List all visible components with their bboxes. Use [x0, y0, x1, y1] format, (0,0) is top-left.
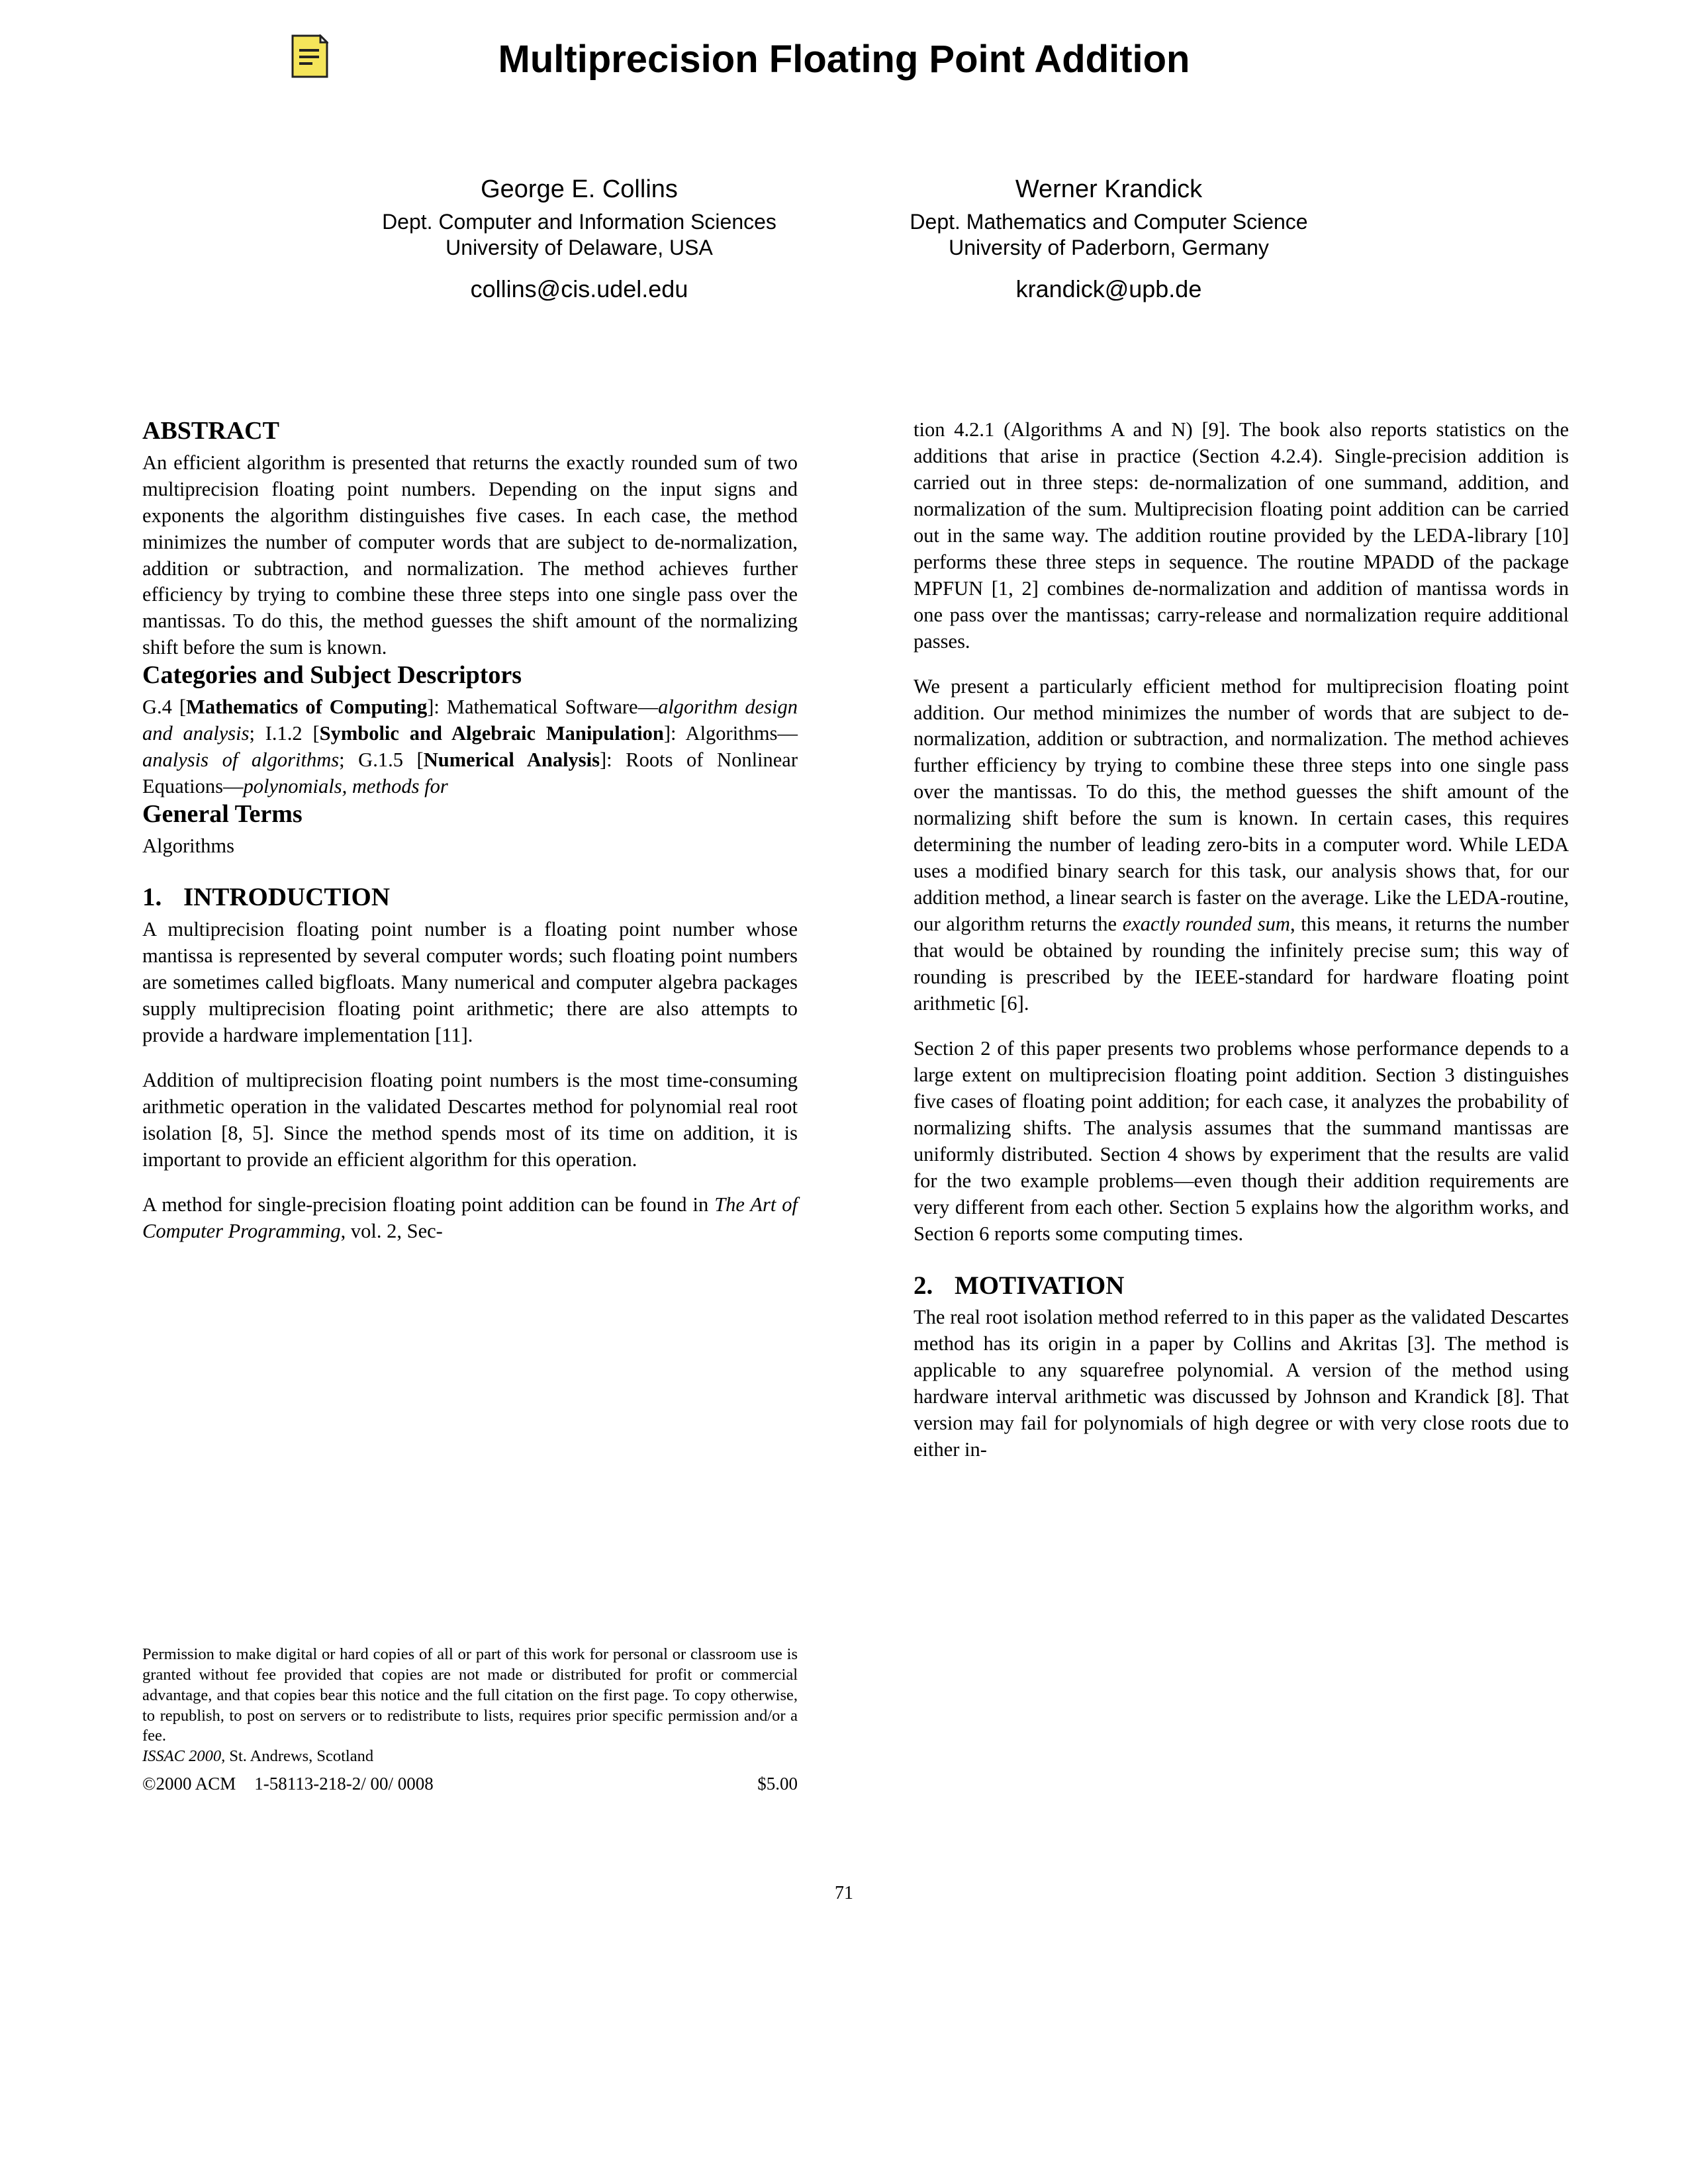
cat-italic3: polynomials, methods for [243, 774, 448, 797]
copyright-text: ©2000 ACM [142, 1774, 236, 1794]
copyright-line [142, 1772, 798, 1795]
title-block [0, 20, 1688, 81]
cat-part1: G.4 [ [142, 696, 187, 718]
right-paragraph-3: Section 2 of this paper presents two problems whose performance depends to a large extent on multiprecision floating point addition. Section 3 distinguishes five cases of floating point addition; for each case, it analyzes the probability of normalizing shifts. The analysis assumes that the summand mantissas are uniformly distributed. Section 4 shows by experiment that the results are valid for the two example problems—even though their addition requirements are very different from each other. Section 5 explains how the algorithm works, and Section 6 reports some computing times. [914, 1036, 1569, 1245]
motivation-heading [914, 1271, 1569, 1301]
general-terms-text: Algorithms [142, 834, 234, 857]
intro-paragraph-3 [142, 1192, 798, 1245]
right-p2-pre: We present a particularly efficient method for multiprecision floating point addition. Our method minimizes the number of words that are subject to de-normalization, addition or subtraction, and normalization. The method achieves further efficiency by trying to combine these three steps into one single pass over the mantissas. To do this, the method guesses the shift amount of the normalizing shift before the sum is known. In certain cases, this requires determining the number of leading zero-bits in a computer word. While LEDA uses a modified binary search for this task, our analysis shows that, for our addition method, a linear search is faster on the average. Like the LEDA-routine, our algorithm returns the [914, 674, 1569, 936]
author-affiliation: University of Paderborn, Germany [949, 236, 1269, 260]
cat-bold2: Symbolic and Algebraic Manipulation [319, 721, 664, 745]
intro-paragraph-2: Addition of multiprecision floating point numbers is the most time-consuming arithmetic operation in the validated Descartes method for polynomial real root isolation [8, 5]. Since the method spends most of its time on addition, it is important to provide an efficient algorithm for this operation. [142, 1069, 798, 1171]
abstract-text: An efficient algorithm is presented that returns the exactly rounded sum of two multiprecision floating point numbers. Depending on the input signs and exponents the algorithm distinguishes five cases. In each case, the method minimizes the number of computer words that are subject to de-normalization, addition or subtraction, and normalization. The method achieves further efficiency by trying to combine these three steps into one single pass over the mantissas. To do this, the method guesses the shift amount of the normalizing shift before the sum is known. [142, 451, 798, 659]
cat-part3: ; I.1.2 [ [249, 721, 320, 745]
cat-italic2: analysis of algorithms [142, 748, 340, 771]
cat-part5: ; G.1.5 [ [339, 748, 424, 771]
author-name: Werner Krandick [1015, 175, 1203, 203]
author-dept: Dept. Computer and Information Sciences [382, 210, 776, 234]
introduction-heading [142, 883, 798, 913]
section-number: 1. [142, 883, 162, 912]
intro-paragraph-1: A multiprecision floating point number is a floating point number whose mantissa is represented by several computer words; such floating point numbers are sometimes called bigfloats. Many numerical and computer algebra packages supply multiprecision floating point arithmetic; there are also attempts to provide a hardware implementation [11]. [142, 918, 798, 1047]
categories-heading: Categories and Subject Descriptors [142, 661, 522, 690]
cat-italic1: algorithm design and analysis [142, 696, 798, 745]
right-column [914, 417, 1569, 1463]
section-number: 2. [914, 1271, 933, 1300]
isbn-text: 1-58113-218-2/ 00/ 0008 [254, 1774, 434, 1794]
author-1 [844, 175, 1374, 303]
conference-line [142, 1747, 798, 1767]
two-column-body [142, 417, 1569, 1463]
cat-bold1: Mathematics of Computing [186, 696, 428, 718]
conference-name: ISSAC 2000, [142, 1747, 226, 1766]
author-dept: Dept. Mathematics and Computer Science [910, 210, 1308, 234]
motivation-text: The real root isolation method referred to in this paper as the validated Descartes method has its origin in a paper by Collins and Akritas [3]. The method is applicable to any squarefree polynomial. A version of the method using hardware interval arithmetic was discussed by Johnson and Krandick [8]. That version may fail for polynomials of high degree or with very close roots due to either in- [914, 1306, 1569, 1461]
intro-p3-pre: A method for single-precision floating point addition can be found in [142, 1193, 715, 1216]
cat-part4: ]: Algorithms— [663, 721, 798, 745]
right-paragraph-1: tion 4.2.1 (Algorithms A and N) [9]. The book also reports statistics on the additions that arise in practice (Section 4.2.4). Single-precision addition is carried out in three steps: de-normalization of one summand, addition, and normalization of the sum. Multiprecision floating point addition can be carried out in the same way. The addition routine provided by the LEDA-library [10] performs these three steps in sequence. The routine MPADD of the package MPFUN [1, 2] combines de-normalization and addition of mantissa words in one pass over the mantissas; carry-release and normalization require additional passes. [914, 418, 1569, 653]
intro-p3-post: , vol. 2, Sec- [340, 1219, 443, 1242]
permission-text: Permission to make digital or hard copies of all or part of this work for personal or classroom use is granted without fee provided that copies are not made or distributed for profit or commercial advantage, and that copies bear this notice and the full citation on the first page. To copy otherwise, to republish, to post on servers or to redistribute to lists, requires prior specific permission and/or a fee. [142, 1645, 798, 1745]
section-title: MOTIVATION [955, 1271, 1125, 1300]
page-title: Multiprecision Floating Point Addition [498, 38, 1190, 81]
categories-text [142, 694, 798, 800]
author-name: George E. Collins [481, 175, 678, 203]
left-column [142, 417, 798, 1463]
cat-part2: ]: Mathematical Software— [427, 696, 659, 718]
author-affiliation: University of Delaware, USA [445, 236, 713, 260]
copyright-footnote [142, 1645, 798, 1795]
conference-location: St. Andrews, Scotland [225, 1747, 374, 1766]
document-icon [291, 34, 328, 78]
cat-part6: ]: Roots of Nonlinear Equations— [142, 748, 798, 797]
author-email[interactable]: collins@cis.udel.edu [470, 275, 688, 303]
general-terms-heading: General Terms [142, 799, 303, 828]
author-email[interactable]: krandick@upb.de [1015, 275, 1202, 303]
author-block [0, 175, 1688, 303]
section-title: INTRODUCTION [183, 883, 391, 912]
cat-bold3: Numerical Analysis [423, 748, 600, 771]
abstract-heading: ABSTRACT [142, 417, 279, 445]
right-paragraph-2 [914, 674, 1569, 1017]
author-0 [314, 175, 844, 303]
intro-p3-italic: The Art of Computer Programming [142, 1193, 798, 1242]
right-p2-italic: exactly rounded sum [1122, 913, 1290, 936]
right-p2-post: , this means, it returns the number that would be obtained by rounding the infinitely precise sum; this way of rounding is prescribed by the IEEE-standard for hardware floating point arithmetic [6]. [914, 913, 1569, 1015]
price-text: $5.00 [757, 1774, 798, 1794]
page-number: 71 [835, 1883, 853, 1903]
